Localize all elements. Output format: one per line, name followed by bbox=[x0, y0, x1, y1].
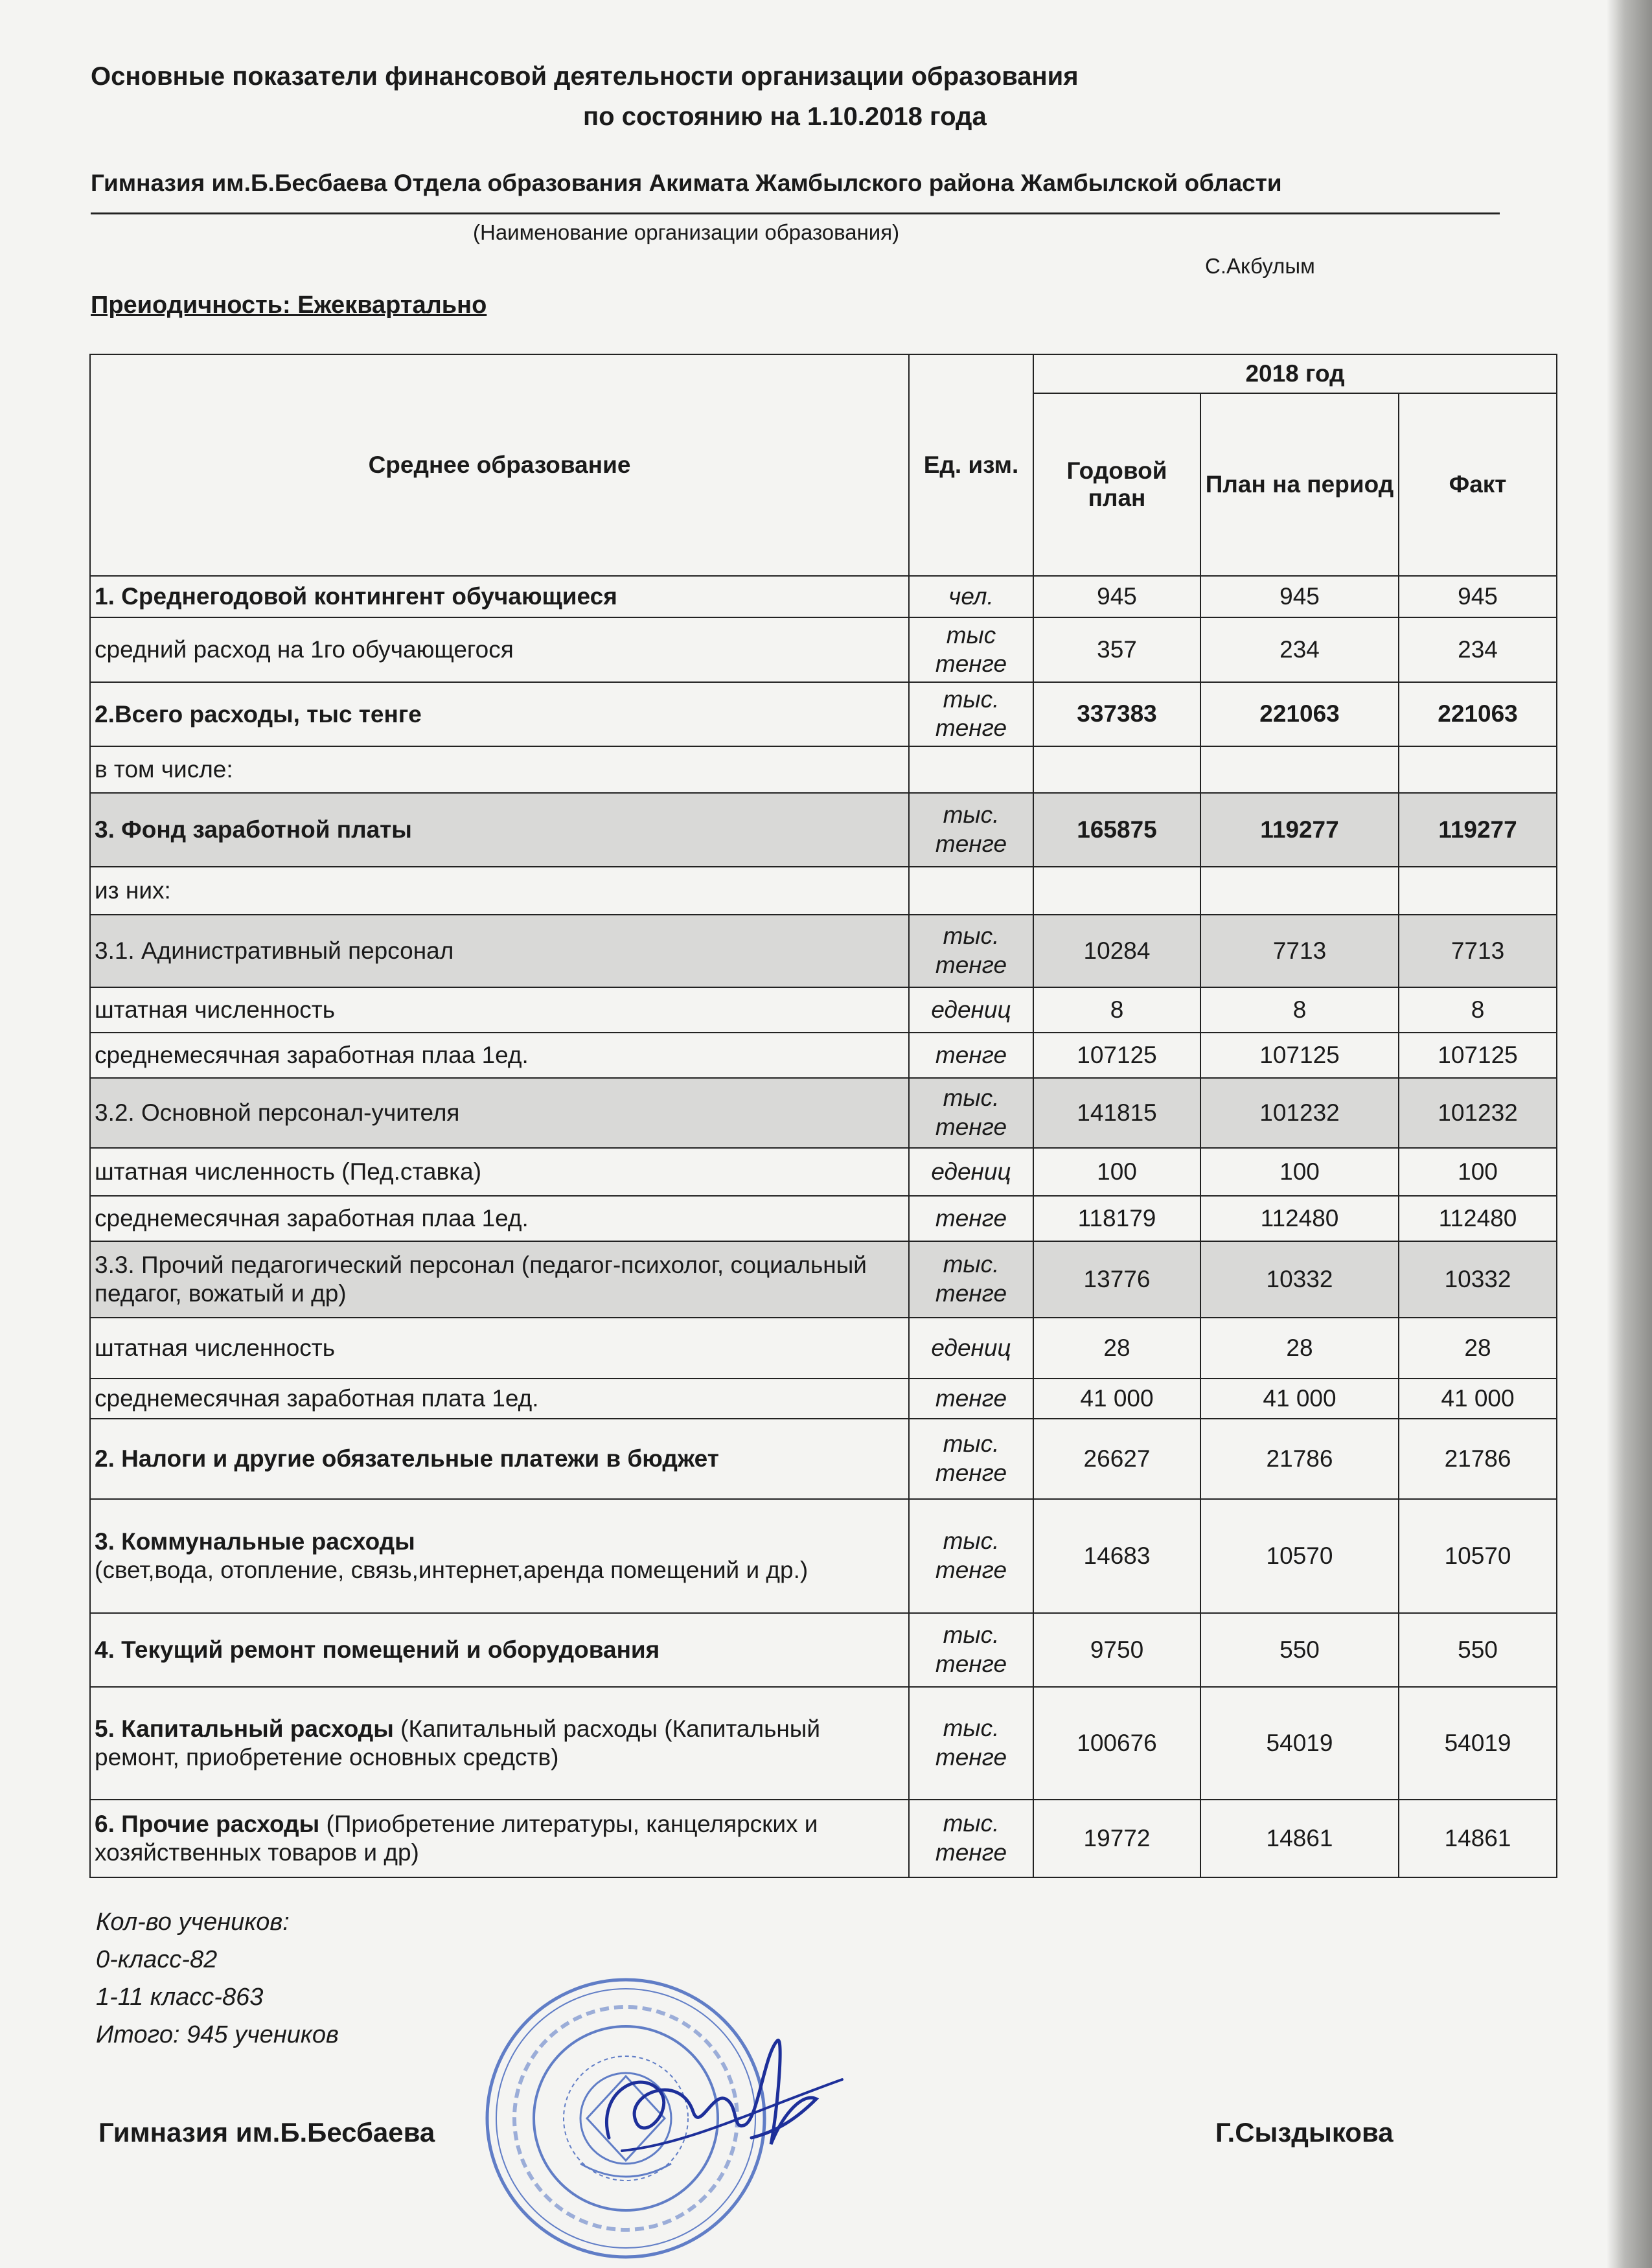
table-row bbox=[90, 1800, 1557, 1877]
row-label-detail: (Капитальный расходы (Капитальный ремонт, приобретение основных средств) bbox=[95, 1715, 821, 1770]
document-subtitle-date: по состоянию на 1.10.2018 года bbox=[583, 102, 987, 131]
table-row bbox=[90, 1241, 1557, 1318]
table-row bbox=[90, 1033, 1557, 1078]
row-fact: 119277 bbox=[1399, 793, 1557, 867]
row-fact: 14861 bbox=[1399, 1800, 1557, 1877]
row-fact: 10570 bbox=[1399, 1499, 1557, 1613]
row-period: 119277 bbox=[1200, 793, 1399, 867]
row-unit: едениц bbox=[909, 1318, 1033, 1379]
row-label: 3.2. Основной персонал-учителя bbox=[90, 1078, 909, 1148]
table-row bbox=[90, 1687, 1557, 1800]
table-row bbox=[90, 793, 1557, 867]
row-period bbox=[1200, 746, 1399, 793]
row-annual: 165875 bbox=[1033, 793, 1200, 867]
row-period: 10570 bbox=[1200, 1499, 1399, 1613]
header-section-title: Среднее образование bbox=[90, 354, 909, 576]
row-label: из них: bbox=[90, 867, 909, 915]
row-annual: 10284 bbox=[1033, 915, 1200, 987]
row-unit: тенге bbox=[909, 1379, 1033, 1419]
village-name: С.Акбулым bbox=[1205, 254, 1315, 278]
periodicity-label: Преиодичность: Ежеквартально bbox=[91, 292, 487, 319]
table-row bbox=[90, 987, 1557, 1033]
row-annual: 13776 bbox=[1033, 1241, 1200, 1318]
row-period: 550 bbox=[1200, 1613, 1399, 1687]
row-label: 2. Налоги и другие обязательные платежи в бюджет bbox=[90, 1419, 909, 1499]
row-label-title: 5. Капитальный расходы bbox=[95, 1715, 394, 1743]
row-period: 8 bbox=[1200, 987, 1399, 1033]
row-label: 3. Фонд заработной платы bbox=[90, 793, 909, 867]
row-period: 41 000 bbox=[1200, 1379, 1399, 1419]
row-unit: едениц bbox=[909, 987, 1033, 1033]
table-row bbox=[90, 576, 1557, 617]
row-annual bbox=[1033, 746, 1200, 793]
financial-indicators-table bbox=[89, 354, 1557, 1878]
row-unit: тыс. тенге bbox=[909, 1499, 1033, 1613]
row-annual: 26627 bbox=[1033, 1419, 1200, 1499]
row-label: среднемесячная заработная плаа 1ед. bbox=[90, 1196, 909, 1241]
row-label bbox=[90, 1499, 909, 1613]
table-row bbox=[90, 1318, 1557, 1379]
row-unit: тенге bbox=[909, 1033, 1033, 1078]
row-period bbox=[1200, 867, 1399, 915]
table-row bbox=[90, 867, 1557, 915]
row-label: 4. Текущий ремонт помещений и оборудования bbox=[90, 1613, 909, 1687]
table-row bbox=[90, 1419, 1557, 1499]
row-label-title: 3. Коммунальные расходы bbox=[95, 1528, 415, 1555]
row-unit: тыс. тенге bbox=[909, 1800, 1033, 1877]
row-unit: тыс. тенге bbox=[909, 1687, 1033, 1800]
row-fact: 101232 bbox=[1399, 1078, 1557, 1148]
row-fact: 21786 bbox=[1399, 1419, 1557, 1499]
table-row bbox=[90, 617, 1557, 682]
row-unit: тыс. тенге bbox=[909, 682, 1033, 746]
row-unit: тыс. тенге bbox=[909, 915, 1033, 987]
row-fact: 7713 bbox=[1399, 915, 1557, 987]
organization-name: Гимназия им.Б.Бесбаева Отдела образования Акимата Жамбылского района Жамбылской области bbox=[91, 170, 1282, 196]
table-row bbox=[90, 1499, 1557, 1613]
header-fact: Факт bbox=[1399, 393, 1557, 576]
row-fact bbox=[1399, 867, 1557, 915]
row-period: 107125 bbox=[1200, 1033, 1399, 1078]
row-label: штатная численность (Пед.ставка) bbox=[90, 1148, 909, 1196]
table-row bbox=[90, 1379, 1557, 1419]
row-annual: 28 bbox=[1033, 1318, 1200, 1379]
notes-class-0: 0-класс-82 bbox=[96, 1946, 218, 1973]
row-annual: 945 bbox=[1033, 576, 1200, 617]
organization-caption: (Наименование организации образования) bbox=[473, 220, 900, 244]
row-unit: тыс. тенге bbox=[909, 793, 1033, 867]
row-fact: 550 bbox=[1399, 1613, 1557, 1687]
row-label: штатная численность bbox=[90, 1318, 909, 1379]
row-annual: 41 000 bbox=[1033, 1379, 1200, 1419]
table-row bbox=[90, 1196, 1557, 1241]
row-annual: 118179 bbox=[1033, 1196, 1200, 1241]
row-fact: 41 000 bbox=[1399, 1379, 1557, 1419]
row-period: 10332 bbox=[1200, 1241, 1399, 1318]
organization-underline bbox=[91, 212, 1500, 214]
row-fact bbox=[1399, 746, 1557, 793]
row-annual: 337383 bbox=[1033, 682, 1200, 746]
row-label: в том числе: bbox=[90, 746, 909, 793]
table-row bbox=[90, 682, 1557, 746]
notes-heading: Кол-во учеников: bbox=[96, 1908, 290, 1936]
row-annual: 14683 bbox=[1033, 1499, 1200, 1613]
row-fact: 112480 bbox=[1399, 1196, 1557, 1241]
row-annual: 107125 bbox=[1033, 1033, 1200, 1078]
table-row bbox=[90, 915, 1557, 987]
row-label: средний расход на 1го обучающегося bbox=[90, 617, 909, 682]
row-label-title: 6. Прочие расходы bbox=[95, 1811, 320, 1838]
row-annual: 19772 bbox=[1033, 1800, 1200, 1877]
row-period: 234 bbox=[1200, 617, 1399, 682]
header-unit: Ед. изм. bbox=[909, 354, 1033, 576]
row-annual: 100676 bbox=[1033, 1687, 1200, 1800]
row-period: 100 bbox=[1200, 1148, 1399, 1196]
header-annual-plan: Годовой план bbox=[1033, 393, 1200, 576]
row-annual: 357 bbox=[1033, 617, 1200, 682]
table-row bbox=[90, 1078, 1557, 1148]
row-unit bbox=[909, 746, 1033, 793]
scan-edge-shadow bbox=[1607, 0, 1652, 2268]
row-period: 21786 bbox=[1200, 1419, 1399, 1499]
row-fact: 234 bbox=[1399, 617, 1557, 682]
row-label: 1. Среднегодовой контингент обучающиеся bbox=[90, 576, 909, 617]
row-fact: 10332 bbox=[1399, 1241, 1557, 1318]
row-unit: тыс. тенге bbox=[909, 1241, 1033, 1318]
footer-organization: Гимназия им.Б.Бесбаева bbox=[98, 2117, 435, 2148]
row-label-detail: (свет,вода, отопление, связь,интернет,аренда помещений и др.) bbox=[95, 1556, 809, 1583]
row-unit: тыс. тенге bbox=[909, 1613, 1033, 1687]
row-unit: тенге bbox=[909, 1196, 1033, 1241]
row-period: 7713 bbox=[1200, 915, 1399, 987]
row-label: среднемесячная заработная плаа 1ед. bbox=[90, 1033, 909, 1078]
row-unit: едениц bbox=[909, 1148, 1033, 1196]
row-period: 14861 bbox=[1200, 1800, 1399, 1877]
row-unit bbox=[909, 867, 1033, 915]
row-unit: чел. bbox=[909, 576, 1033, 617]
row-fact: 28 bbox=[1399, 1318, 1557, 1379]
row-unit: тыс тенге bbox=[909, 617, 1033, 682]
row-label bbox=[90, 1687, 909, 1800]
row-unit: тыс. тенге bbox=[909, 1419, 1033, 1499]
signature-icon bbox=[583, 2015, 855, 2183]
row-label: 3.1. Адинистративный персонал bbox=[90, 915, 909, 987]
row-label: 2.Всего расходы, тыс тенге bbox=[90, 682, 909, 746]
row-label-detail: (Приобретение литературы, канцелярских и хозяйственных товаров и др) bbox=[95, 1811, 818, 1866]
row-fact: 100 bbox=[1399, 1148, 1557, 1196]
row-label: штатная численность bbox=[90, 987, 909, 1033]
table-row bbox=[90, 746, 1557, 793]
row-annual: 100 bbox=[1033, 1148, 1200, 1196]
table-row bbox=[90, 1613, 1557, 1687]
table-row bbox=[90, 1148, 1557, 1196]
row-annual: 141815 bbox=[1033, 1078, 1200, 1148]
row-label bbox=[90, 1800, 909, 1877]
row-fact: 107125 bbox=[1399, 1033, 1557, 1078]
row-annual: 8 bbox=[1033, 987, 1200, 1033]
row-annual: 9750 bbox=[1033, 1613, 1200, 1687]
footer-signer-name: Г.Сыздыкова bbox=[1215, 2117, 1394, 2148]
row-annual bbox=[1033, 867, 1200, 915]
row-period: 112480 bbox=[1200, 1196, 1399, 1241]
header-year: 2018 год bbox=[1033, 354, 1557, 393]
row-period: 54019 bbox=[1200, 1687, 1399, 1800]
row-period: 945 bbox=[1200, 576, 1399, 617]
document-title: Основные показатели финансовой деятельности организации образования bbox=[91, 62, 1079, 91]
student-count-notes bbox=[96, 1903, 339, 2054]
row-label: среднемесячная заработная плата 1ед. bbox=[90, 1379, 909, 1419]
row-fact: 54019 bbox=[1399, 1687, 1557, 1800]
row-fact: 8 bbox=[1399, 987, 1557, 1033]
row-period: 221063 bbox=[1200, 682, 1399, 746]
row-period: 101232 bbox=[1200, 1078, 1399, 1148]
header-period-plan: План на период bbox=[1200, 393, 1399, 576]
row-fact: 945 bbox=[1399, 576, 1557, 617]
notes-total: Итого: 945 учеников bbox=[96, 2021, 339, 2048]
row-period: 28 bbox=[1200, 1318, 1399, 1379]
row-fact: 221063 bbox=[1399, 682, 1557, 746]
notes-class-1-11: 1-11 класс-863 bbox=[96, 1984, 264, 2011]
row-unit: тыс. тенге bbox=[909, 1078, 1033, 1148]
row-label: 3.3. Прочий педагогический персонал (педагог-психолог, социальный педагог, вожатый и др) bbox=[90, 1241, 909, 1318]
